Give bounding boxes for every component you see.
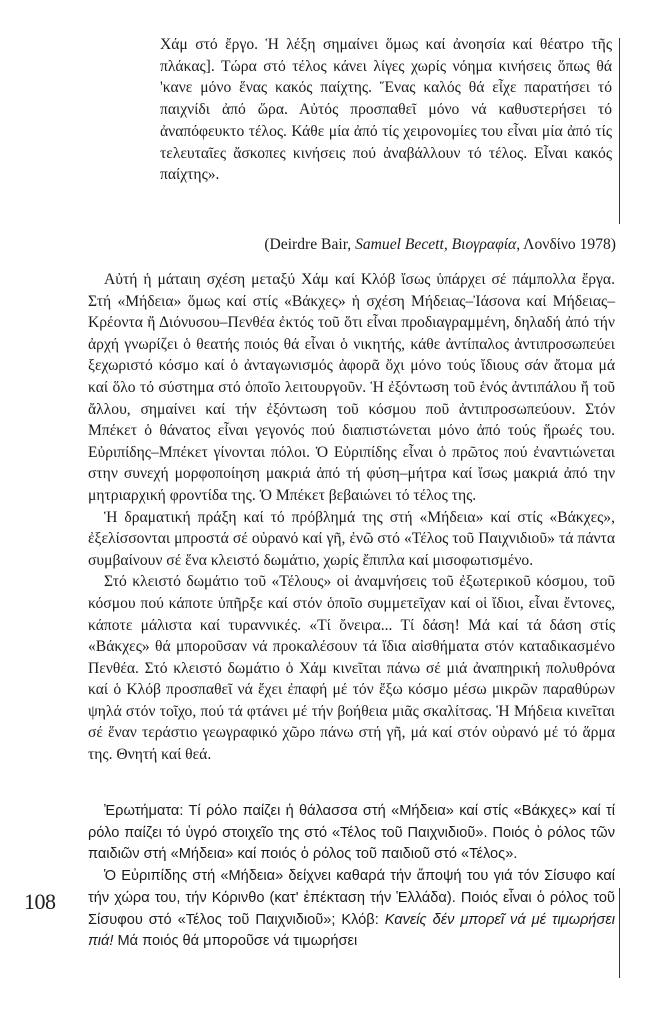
citation	[196, 234, 616, 255]
paragraph-3: Στό κλειστό δωμάτιο τοῦ «Τέλους» οἱ ἀναμνήσεις τοῦ ἐξωτερικοῦ κόσμου, τοῦ κόσμου πού κάποτε ὑπῆρξε καί στόν ὁποῖο συμμετεῖχαν καί οἱ ἴδιοι, εἶναι ἔντονες, κάποτε μάλιστα καί τυραννικές. «Τί ὄνειρα... Τί δάση! Μά καί τά δάση στίς «Βάκχες» θά μποροῦσαν νά προκαλέσουν τά ἴδια αἰσθήματα στόν καταδικασμένο Πενθέα. Στό κλειστό δωμάτιο ὁ Χάμ κινεῖται πάνω σέ μιά ἀναπηρική πολυθρόνα καί ὁ Κλόβ προσπαθεῖ νά ἔχει ἐπαφή μέ τόν ἔξω κόσμο μέσω μικρῶν παραθύρων ψηλά στόν τοῖχο, πού τά φτάνει μέ τήν βοήθεια μιᾶς σκαλίτσας. Ἡ Μήδεια κινεῖται σέ ἕναν τεράστιο γεωγραφικό χῶρο πάνω στή γῆ, μά καί στόν οὐρανό μέ τό ἅρμα της. Θνητή καί θεά.	[88, 573, 615, 764]
quote-margin-rule	[619, 38, 620, 224]
question-2-end: Μά ποιός θά μποροῦσε νά τιμωρήσει	[113, 933, 358, 950]
page-number: 108	[24, 889, 56, 914]
citation-suffix: , Λονδίνο 1978)	[516, 236, 616, 253]
paragraph-2: Ἡ δραματική πράξη καί τό πρόβλημά της στή «Μήδεια» καί στίς «Βάκχες», ἐξελίσσονται μπροστά σέ οὐρανό καί γῆ, ἐνῶ στό «Τέλος τοῦ Παιχνιδιοῦ» τά πάντα συμβαίνουν σέ ἕνα κλειστό δωμάτιο, χωρίς ἔπιπλα καί μισοφωτισμένο.	[88, 508, 615, 569]
block-quote	[160, 34, 612, 186]
question-2-italic-quote: Καvείς δέν μπορεῖ νά μέ τιμωρήσει πιά!	[88, 911, 615, 950]
citation-title: Samuel Becett, Βιογραφία	[355, 236, 517, 253]
body-text	[88, 269, 615, 766]
citation-prefix: (Deirdre Bair,	[264, 236, 356, 253]
question-paragraph-1: Ἐρωτήματα: Τί ρόλο παίζει ἡ θάλασσα στή «Μήδεια» καί στίς «Βάκχες» καί τί ρόλο παίζει τό ὑγρό στοιχεῖο της στό «Τέλος τοῦ Παιχνιδιοῦ». Ποιός ὁ ρόλος τῶν παιδιῶν στή «Μήδεια» καί ποιός ὁ ρόλος τοῦ παιδιοῦ στό «Τέλος».	[88, 803, 615, 863]
question-2-start: Ὁ Εὐριπίδης στή «Μήδεια» δείχνει καθαρά τήν ἄποψή του γιά τόν Σίσυφο καί τήν χώρα του, τήν Κόρινθο (κατ' ἐπέκταση τήν Ἑλλάδα). Ποιός εἶναι ὁ ρόλος τοῦ Σίσυφου στό «Τέλος τοῦ Παιχνιδιοῦ»; Κλόβ:	[88, 868, 615, 928]
paragraph-1: Αὐτή ἡ μάταιη σχέση μεταξύ Χάμ καί Κλόβ ἴσως ὑπάρχει σέ πάμπολλα ἔργα. Στή «Μήδεια» ὅμως καί στίς «Βάκχες» ἡ σχέση Μήδειας–Ἰάσονα καί Μήδειας–Κρέοντα ἤ Διόνυσου–Πενθέα ἐκτός τοῦ ὅτι εἶναι προδιαγραμμένη, δηλαδή ἀπό τήν ἀρχή γνωρίζει ὁ θεατής ποιός θά εἶναι ὁ νικητής, κάθε ἀντίπαλος ἀντιπροσωπεύει ξεχωριστό κόσμο καί ὁ ἀνταγωνισμός ἀφορᾶ ὄχι μόνο τούς ἴδιους σάν ἄτομα μά καί ὅλο τό σύστημα στό ὁποῖο λειτουργοῦν. Ἡ ἐξόντωση τοῦ ἑνός ἀντιπάλου ἤ τοῦ ἄλλου, σημαίνει καί τήν ἐξόντωση τοῦ κόσμου ποῦ ἀντιπροσωπεύουν. Στόν Μπέκετ ὁ θάνατος εἶναι γεγονός πού διαπιστώνεται μόνο ἀπό τούς ἥρωές του. Εὐριπίδης–Μπέκετ γίνονται πόλοι. Ὁ Εὐριπίδης εἶναι ὁ πρῶτος πού ἐναντιώνεται στην συνεχή μορφοποίηση μακριά ἀπό τή φύση–μήτρα καί ἴσως μακριά ἀπό την μητριαρχική φροντίδα της. Ὁ Μπέκετ βεβαιώνει τό τέλος της.	[88, 271, 615, 504]
bottom-margin-rule	[619, 888, 620, 978]
questions-section	[88, 801, 615, 953]
quote-text: Χάμ στό ἔργο. Ἡ λέξη σημαίνει ὅμως καί ἀνοησία καί θέατρο τῆς πλάκας]. Τώρα στό τέλος κάνει λίγες χωρίς νόημα κινήσεις ὅπως θά 'κανε μόνο ἕνας κακός παίχτης. Ἕνας καλός θά εἶχε παρατήσει τό παιχνίδι ἀπό ὥρα. Αὐτός προσπαθεῖ μόνο νά καθυστερήσει τό ἀναπόφευκτο τέλος. Κάθε μία ἀπό τίς χειρονομίες του εἶναι μία ἀπό τίς τελευταῖες ἄσκοπες κινήσεις πού ἀναβάλλουν τό τέλος. Εἶναι κακός παίχτης».	[160, 36, 612, 184]
question-paragraph-2	[88, 866, 615, 953]
